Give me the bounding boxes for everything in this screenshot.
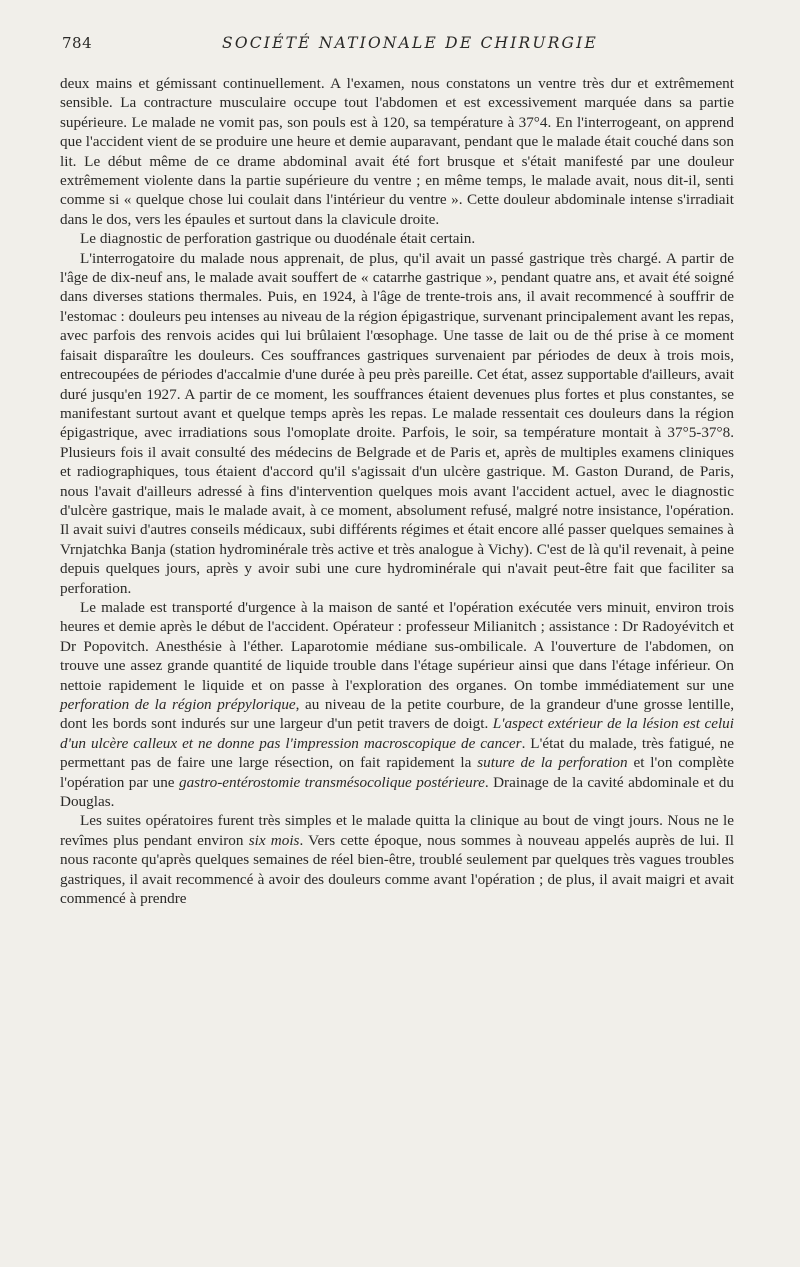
text-segment: Les suites opératoires furent très simples et le malade quitta la clinique au bout de vingt jours. Nous ne le revîmes plus pendant environ <box>60 812 734 849</box>
italic-text: suture de la perforation <box>477 754 628 772</box>
italic-text: perforation de la région prépylorique <box>60 696 296 713</box>
text-segment: . Vers cette époque, nous sommes à nouveau appelés auprès de lui. Il nous raconte qu'après quelques semaines de réel bien-être, troublé seulement par quelques très vagues troubles gastriques, il avait recommencé à avoir des douleurs comme avant l'opération ; de plus, il avait maigri et avait commencé à prendre <box>60 831 734 908</box>
italic-text: gastro-entérostomie transmésocolique postérieure <box>178 773 485 791</box>
paragraph <box>60 74 734 229</box>
body-text <box>60 74 734 908</box>
text-segment: deux mains et gémissant continuellement. A l'examen, nous constatons un ventre très dur et extrêmement sensible. La contracture musculaire occupe tout l'abdomen et est excessivement marquée dans sa partie supérieure. Le malade ne vomit pas, son pouls est à 120, sa température à 37°4. En l'interrogeant, on apprend que l'accident vient de se produire une heure et demie auparavant, pendant que le malade était couché dans son lit. Le début même de ce drame abdominal avait été fort brusque et s'était manifesté par une douleur extrêmement violente dans la partie supérieure du ventre ; en même temps, le malade avait, nous dit-il, senti comme si « quelque chose lui coulait dans l'intérieur du ventre ». Cette douleur abdominale intense s'irradiait dans le dos, vers les épaules et surtout dans la clavicule droite. <box>60 75 734 228</box>
paragraph <box>60 229 734 248</box>
paragraph <box>60 249 734 598</box>
text-segment: . Drainage de la cavité abdominale et du Douglas. <box>60 773 734 811</box>
text-segment: . L'état du malade, très fatigué, ne permettant pas de faire une large résection, on fait rapidement la <box>60 734 734 772</box>
text-segment: , au niveau de la petite courbure, de la grandeur d'une grosse lentille, dont les bords sont indurés sur une largeur d'un petit travers de doigt. <box>60 696 734 733</box>
text-segment: et l'on complète l'opération par une <box>60 754 734 791</box>
text-segment: Le diagnostic de perforation gastrique ou duodénale était certain. <box>80 230 476 248</box>
italic-text: L'aspect extérieur de la lésion est celui d'un ulcère calleux et ne donne pas l'impression macroscopique de cancer <box>60 715 734 752</box>
page-header <box>62 34 728 60</box>
text-segment: Le malade est transporté d'urgence à la maison de santé et l'opération exécutée vers minuit, environ trois heures et demie après le début de l'accident. Opérateur : professeur Milianitch ; assistance : Dr Radoyévitch et Dr Popovitch. Anesthésie à l'éther. Laparotomie médiane sus-ombilicale. A l'ouverture de l'abdomen, on trouve une assez grande quantité de liquide trouble dans l'étage supérieur ainsi que dans l'étage inférieur. On nettoie rapidement le liquide et on passe à l'exploration des organes. On tombe immédiatement sur une <box>60 598 734 694</box>
italic-text: six mois <box>248 831 300 849</box>
paragraph <box>60 811 734 908</box>
running-title: SOCIÉTÉ NATIONALE DE CHIRURGIE <box>222 34 598 52</box>
paragraph <box>60 598 734 811</box>
page-number: 784 <box>62 34 93 52</box>
text-segment: L'interrogatoire du malade nous apprenait, de plus, qu'il avait un passé gastrique très chargé. A partir de l'âge de dix-neuf ans, le malade avait souffert de « catarrhe gastrique », pendant quatre ans, et avait été soigné dans diverses stations thermales. Puis, en 1924, à l'âge de trente-trois ans, il avait recommencé à souffrir de l'estomac : douleurs peu intenses au niveau de la région épigastrique, survenant principalement avant les repas, avec parfois des renvois acides qui lui brûlaient l'œsophage. Une tasse de lait ou de thé prise à ce moment faisait disparaître les douleurs. Ces souffrances gastriques survenaient par périodes de deux à trois mois, entrecoupées de périodes d'accalmie d'une durée à peu près pareille. Cet état, assez supportable d'ailleurs, avait duré jusqu'en 1927. A partir de ce moment, les souffrances étaient devenues plus fortes et plus constantes, se manifestant surtout avant et quelque temps après les repas. Le malade ressentait ces douleurs dans la région épigastrique, avec irradiations sous l'omoplate droite. Parfois, le soir, sa température montait à 37°5-37°8. Plusieurs fois il avait consulté des médecins de Belgrade et de Paris et, après de multiples examens cliniques et radiographiques, tous étaient d'accord qu'il s'agissait d'un ulcère gastrique. M. Gaston Durand, de Paris, nous l'avait d'ailleurs adressé à fins d'intervention quelques mois avant l'accident actuel, avec le diagnostic d'ulcère gastrique, mais le malade avait, à ce moment, absolument refusé, malgré notre insistance, l'opération. Il avait suivi d'autres conseils médicaux, subi différents régimes et était encore allé passer quelques semaines à Vrnjatchka Banja (station hydrominérale très active et très analogue à Vichy). C'est de là qu'il revenait, à peine depuis quelques jours, après y avoir subi une cure hydrominérale qui n'avait peut-être fait que faciliter sa perforation. <box>60 249 734 597</box>
